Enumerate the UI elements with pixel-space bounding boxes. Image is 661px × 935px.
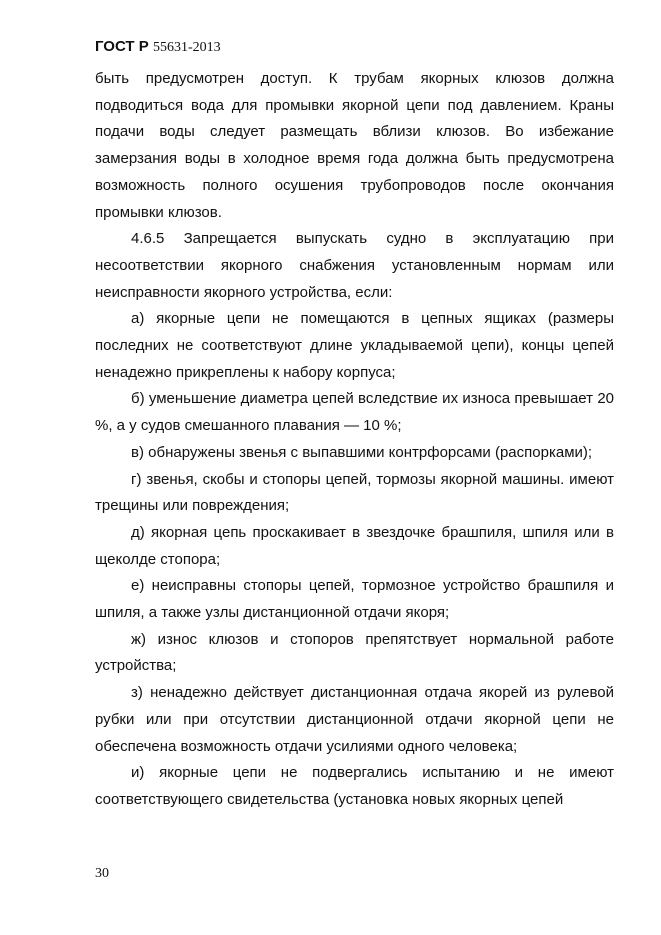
- page-header: [95, 38, 221, 57]
- list-item-d: д) якорная цепь проскакивает в звездочке брашпиля, шпиля или в щеколде стопора;: [95, 523, 614, 568]
- list-item-g: г) звенья, скобы и стопоры цепей, тормозы якорной машины. имеют трещины или повреждения;: [95, 470, 614, 515]
- standard-number: 55631-2013: [152, 40, 221, 55]
- list-item-b: б) уменьшение диаметра цепей вследствие их износа превышает 20 %, а у судов смешанного плавания — 10 %;: [95, 390, 614, 435]
- list-item-zh: ж) износ клюзов и стопоров препятствует нормальной работе устройства;: [95, 630, 614, 675]
- list-item-i: и) якорные цепи не подвергались испытанию и не имеют соответствующего свидетельства (установка новых якорных цепей: [95, 764, 614, 808]
- list-item-z: з) ненадежно действует дистанционная отдача якорей из рулевой рубки или при отсутствии дистанционной отдачи якорной цепи не обеспечена возможность отдачи усилиями одного человека;: [95, 684, 614, 755]
- list-item-a: а) якорные цепи не помещаются в цепных ящиках (размеры последних не соответствуют длине укладываемой цепи), концы цепей ненадежно прикреплены к набору корпуса;: [95, 310, 614, 381]
- paragraph-continuation: быть предусмотрен доступ. К трубам якорных клюзов должна подводиться вода для промывки якорной цепи под давлением. Краны подачи воды следует размещать вблизи клюзов. Во избежание замерзания воды в холодное время года должна быть предусмотрена возможность полного осушения трубопроводов после окончания промывки клюзов.: [95, 70, 614, 221]
- document-body: [95, 66, 614, 814]
- clause-4-6-5: 4.6.5 Запрещается выпускать судно в эксплуатацию при несоответствии якорного снабжения установленным нормам или неисправности якорного устройства, если:: [95, 230, 614, 301]
- page-number: 30: [95, 866, 109, 881]
- standard-designation: ГОСТ Р: [95, 38, 149, 55]
- list-item-e: е) неисправны стопоры цепей, тормозное устройство брашпиля и шпиля, а также узлы дистанционной отдачи якоря;: [95, 577, 614, 622]
- list-item-v: в) обнаружены звенья с выпавшими контрфорсами (распорками);: [131, 443, 593, 461]
